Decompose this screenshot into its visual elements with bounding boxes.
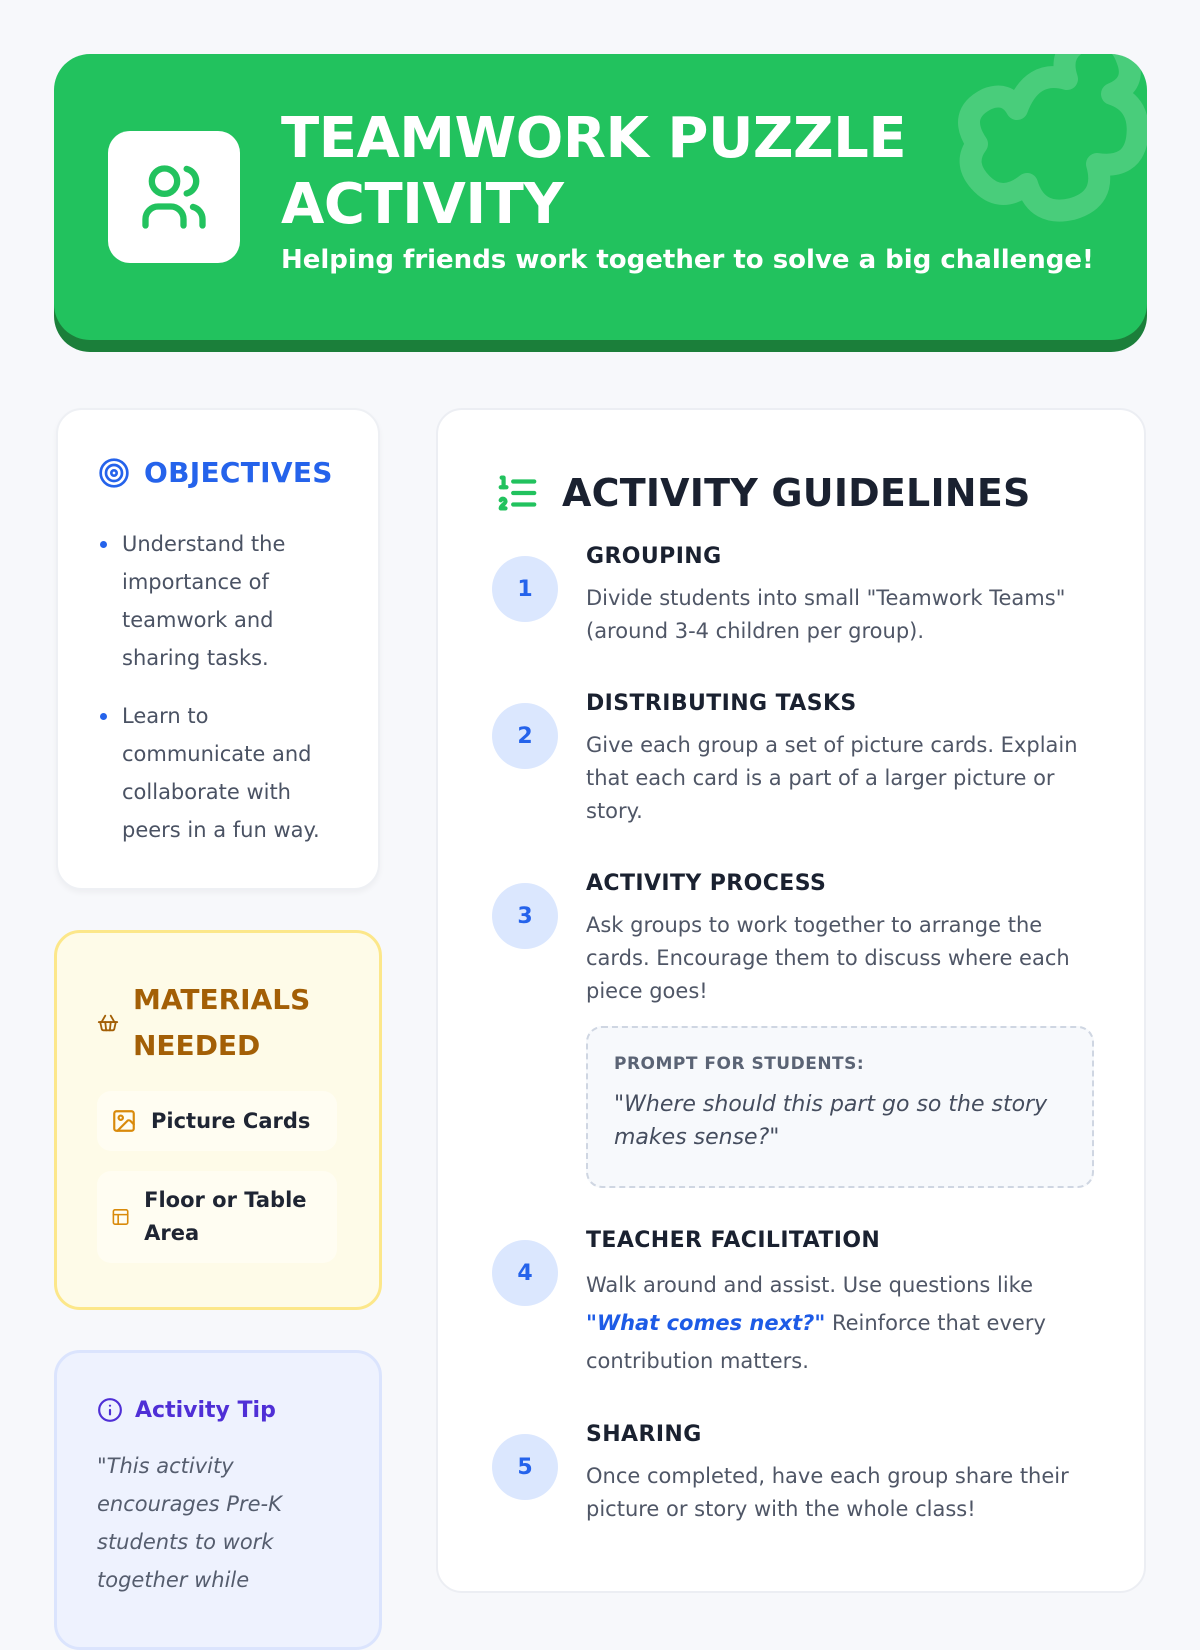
image-icon	[111, 1108, 137, 1134]
tip-header	[97, 1397, 276, 1423]
page-title: TEAMWORK PUZZLE ACTIVITY	[281, 106, 907, 237]
objectives-title: OBJECTIVES	[144, 456, 333, 489]
step-number: 4	[492, 1240, 558, 1306]
objective-text: Understand the importance of teamwork and sharing tasks.	[122, 532, 286, 670]
prompt-label: PROMPT FOR STUDENTS:	[614, 1054, 865, 1074]
guidelines-header	[494, 470, 1031, 516]
page-subtitle: Helping friends work together to solve a big challenge!	[281, 245, 1094, 275]
step-title: GROUPING	[586, 544, 722, 569]
step-description	[586, 1266, 1091, 1380]
step-title: TEACHER FACILITATION	[586, 1228, 881, 1253]
prompt-text: "Where should this part go so the story makes sense?"	[614, 1092, 1048, 1150]
step-description: Give each group a set of picture cards. Explain that each card is a part of a larger picture or story.	[586, 733, 1078, 823]
student-prompt-box	[586, 1026, 1094, 1188]
materials-title: MATERIALS NEEDED	[133, 983, 311, 1062]
info-icon	[97, 1397, 123, 1423]
step-description: Once completed, have each group share their picture or story with the whole class!	[586, 1464, 1069, 1521]
users-icon	[136, 159, 212, 235]
step-title: ACTIVITY PROCESS	[586, 871, 827, 896]
step-title: SHARING	[586, 1422, 702, 1447]
step-description: Divide students into small "Teamwork Teams" (around 3-4 children per group).	[586, 586, 1066, 643]
step-number: 5	[492, 1434, 558, 1500]
activity-tip-card	[54, 1350, 382, 1650]
bullet-dot	[100, 713, 107, 720]
step-description-text: Walk around and assist. Use questions like	[586, 1273, 1034, 1297]
bullet-dot	[100, 541, 107, 548]
header-logo	[108, 131, 240, 263]
guidelines-title: ACTIVITY GUIDELINES	[562, 471, 1031, 515]
list-item	[98, 697, 348, 849]
list-item	[98, 525, 348, 677]
objectives-card	[56, 408, 380, 890]
material-label: Floor or Table Area	[144, 1188, 307, 1245]
step-number: 3	[492, 883, 558, 949]
tip-text: "This activity encourages Pre-K students to work together while	[97, 1454, 282, 1592]
materials-header	[97, 977, 323, 1069]
material-item	[97, 1091, 337, 1151]
guidelines-card	[436, 408, 1146, 1593]
basket-icon	[97, 1012, 119, 1034]
step-title: DISTRIBUTING TASKS	[586, 691, 857, 716]
objective-text: Learn to communicate and collaborate with peers in a fun way.	[122, 704, 320, 842]
step-description-text: Reinforce that every contribution matters.	[586, 1311, 1046, 1373]
puzzle-icon	[947, 54, 1147, 254]
objectives-header	[98, 456, 333, 489]
step-description: Ask groups to work together to arrange the cards. Encourage them to discuss where each piece goes!	[586, 913, 1070, 1003]
step-number: 2	[492, 703, 558, 769]
objectives-list	[98, 525, 348, 869]
material-label: Picture Cards	[151, 1108, 311, 1133]
layout-icon	[111, 1205, 130, 1229]
target-icon	[98, 457, 130, 489]
materials-card	[54, 930, 382, 1310]
tip-title: Activity Tip	[135, 1397, 276, 1423]
header-banner	[54, 54, 1147, 340]
highlight-question: "What comes next?"	[586, 1311, 826, 1335]
numbered-list-icon	[494, 470, 540, 516]
material-item	[97, 1171, 337, 1263]
step-number: 1	[492, 556, 558, 622]
